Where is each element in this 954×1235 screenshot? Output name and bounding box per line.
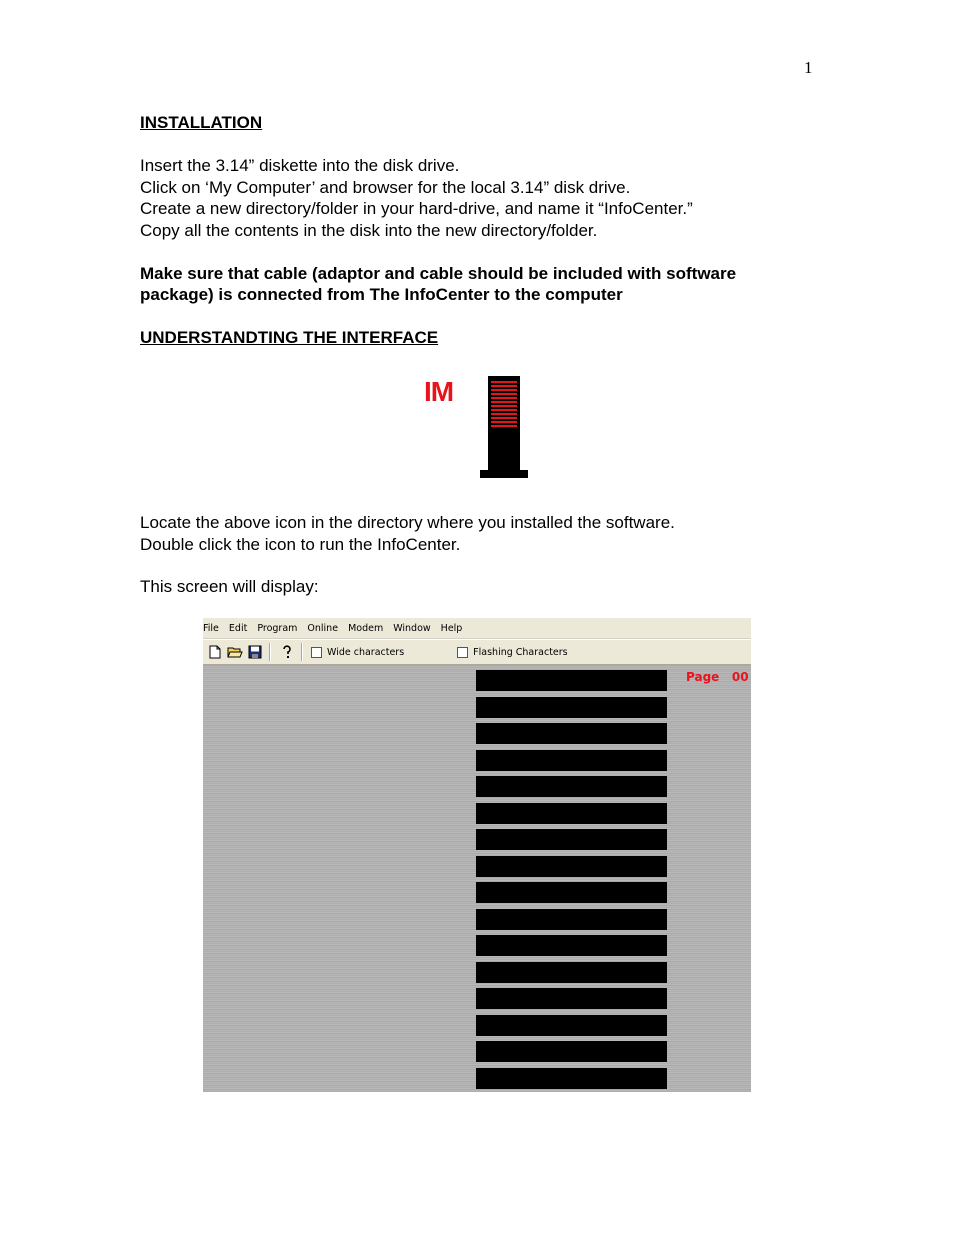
display-rows (476, 670, 667, 1092)
display-row-8[interactable] (476, 856, 667, 877)
checkbox-icon (457, 647, 468, 658)
display-row-16[interactable] (476, 1068, 667, 1089)
page-value: 00 (731, 670, 749, 684)
menu-file[interactable]: File (203, 622, 219, 634)
toolbar (203, 639, 751, 665)
open-folder-icon[interactable] (227, 644, 243, 660)
menu-online[interactable]: Online (307, 622, 339, 634)
install-step-1: Insert the 3.14” diskette into the disk drive. (140, 156, 460, 175)
wide-characters-label: Wide characters (327, 646, 405, 658)
menu-program[interactable]: Program (257, 622, 298, 634)
interface-heading: UNDERSTANDTING THE INTERFACE (140, 328, 439, 347)
display-row-4[interactable] (476, 750, 667, 771)
display-row-5[interactable] (476, 776, 667, 797)
im-letters: IM (424, 376, 454, 407)
wide-characters-checkbox[interactable] (311, 647, 404, 658)
flashing-characters-label: Flashing Characters (473, 646, 568, 658)
display-row-3[interactable] (476, 723, 667, 744)
locate-line-2: Double click the icon to run the InfoCenter. (140, 534, 461, 554)
help-icon[interactable] (279, 644, 295, 660)
display-row-1[interactable] (476, 670, 667, 691)
installation-heading: INSTALLATION (140, 113, 263, 132)
new-file-icon[interactable] (207, 644, 223, 660)
menu-window[interactable]: Window (393, 622, 431, 634)
cable-note-line-1: Make sure that cable (adaptor and cable should be included with software (140, 264, 737, 283)
infocenter-screenshot (203, 618, 751, 1092)
install-step-3: Create a new directory/folder in your hard-drive, and name it “InfoCenter.” (140, 199, 693, 218)
display-row-13[interactable] (476, 988, 667, 1009)
display-row-15[interactable] (476, 1041, 667, 1062)
display-line: This screen will display: (140, 577, 319, 596)
display-row-12[interactable] (476, 962, 667, 983)
menu-edit[interactable]: Edit (228, 622, 248, 634)
menu-help[interactable]: Help (440, 622, 463, 634)
install-step-2: Click on ‘My Computer’ and browser for the local 3.14” disk drive. (140, 177, 631, 197)
flashing-characters-checkbox[interactable] (457, 647, 567, 658)
checkbox-icon (311, 647, 322, 658)
display-row-10[interactable] (476, 909, 667, 930)
save-icon[interactable] (247, 644, 263, 660)
display-row-9[interactable] (476, 882, 667, 903)
menu-modem[interactable]: Modem (348, 622, 384, 634)
tower-base (480, 470, 528, 478)
locate-line-1: Locate the above icon in the directory where you installed the software. (140, 513, 675, 532)
menu-bar (203, 618, 751, 638)
page-indicator (686, 670, 749, 684)
page-number: 1 (804, 58, 813, 77)
display-row-7[interactable] (476, 829, 667, 850)
infocenter-app-icon (420, 370, 535, 482)
tower-icon (488, 376, 520, 472)
editor-canvas (203, 665, 751, 1092)
display-row-14[interactable] (476, 1015, 667, 1036)
display-row-11[interactable] (476, 935, 667, 956)
install-step-4: Copy all the contents in the disk into the new directory/folder. (140, 220, 598, 240)
page-label: Page (686, 670, 720, 684)
display-row-6[interactable] (476, 803, 667, 824)
display-row-2[interactable] (476, 697, 667, 718)
cable-note-line-2: package) is connected from The InfoCenter to the computer (140, 285, 623, 304)
